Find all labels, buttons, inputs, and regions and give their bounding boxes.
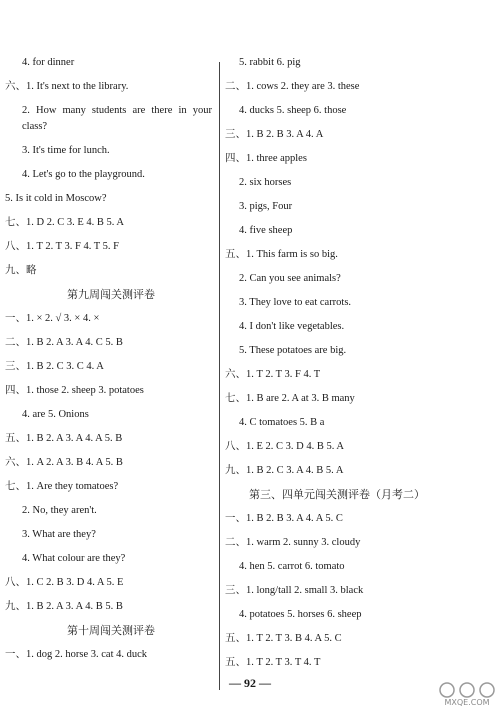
answer-line: 七、1. Are they tomatoes?: [5, 481, 119, 492]
answer-line: 四、1. those 2. sheep 3. potatoes: [5, 385, 144, 396]
column-divider: [219, 62, 220, 690]
answer-line: 六、1. A 2. A 3. B 4. A 5. B: [5, 457, 123, 468]
answer-line: 一、1. × 2. √ 3. × 4. ×: [5, 313, 100, 324]
answer-line: 3. pigs, Four: [239, 201, 293, 212]
answer-line: 2. How many students are there in your: [22, 105, 212, 116]
answer-line: 九、1. B 2. C 3. A 4. B 5. A: [225, 465, 344, 476]
answer-line: 4. C tomatoes 5. B a: [239, 417, 325, 428]
answer-line: 八、1. T 2. T 3. F 4. T 5. F: [5, 241, 119, 252]
answer-line: 五、1. T 2. T 3. T 4. T: [225, 657, 321, 668]
section-heading: 第九周闯关测评卷: [67, 288, 155, 301]
answer-line: 4. are 5. Onions: [22, 409, 89, 420]
answer-line: 三、1. B 2. C 3. C 4. A: [5, 361, 104, 372]
answer-line: 2. six horses: [239, 177, 292, 188]
answer-line: 五、1. T 2. T 3. B 4. A 5. C: [225, 633, 342, 644]
answer-line: 5. These potatoes are big.: [239, 345, 347, 356]
answer-line: 4. ducks 5. sheep 6. those: [239, 105, 347, 116]
page-number: — 92 —: [229, 676, 271, 690]
answer-line: 六、1. It's next to the library.: [5, 81, 129, 92]
section-heading: 第三、四单元闯关测评卷（月考二）: [249, 488, 425, 501]
answer-line: 九、1. B 2. A 3. A 4. B 5. B: [5, 601, 123, 612]
answer-line: 九、略: [5, 265, 37, 276]
answer-line: 4. hen 5. carrot 6. tomato: [239, 561, 345, 572]
answer-line: 4. What colour are they?: [22, 553, 126, 564]
answer-line: 一、1. dog 2. horse 3. cat 4. duck: [5, 649, 148, 660]
watermark-logo: [438, 682, 496, 712]
answer-line: 二、1. warm 2. sunny 3. cloudy: [225, 537, 361, 548]
answer-line: 二、1. B 2. A 3. A 4. C 5. B: [5, 337, 123, 348]
answer-line: class?: [22, 121, 48, 132]
answer-line: 4. for dinner: [22, 57, 75, 68]
watermark-icon: [438, 682, 496, 698]
answer-line: 四、1. three apples: [225, 153, 307, 164]
answer-line: 5. rabbit 6. pig: [239, 57, 301, 68]
answer-line: 六、1. T 2. T 3. F 4. T: [225, 369, 321, 380]
answer-line: 八、1. C 2. B 3. D 4. A 5. E: [5, 577, 124, 588]
answer-line: 3. What are they?: [22, 529, 96, 540]
answer-line: 3. They love to eat carrots.: [239, 297, 352, 308]
answer-line: 八、1. E 2. C 3. D 4. B 5. A: [225, 441, 345, 452]
answer-line: 三、1. long/tall 2. small 3. black: [225, 585, 364, 596]
answer-line: 七、1. D 2. C 3. E 4. B 5. A: [5, 217, 125, 228]
answer-line: 4. I don't like vegetables.: [239, 321, 345, 332]
answer-line: 五、1. This farm is so big.: [225, 249, 338, 260]
answer-line: 七、1. B are 2. A at 3. B many: [225, 393, 355, 404]
answer-line: 一、1. B 2. B 3. A 4. A 5. C: [225, 513, 343, 524]
answer-line: 4. five sheep: [239, 225, 293, 236]
answer-line: 三、1. B 2. B 3. A 4. A: [225, 129, 324, 140]
answer-line: 2. Can you see animals?: [239, 273, 341, 284]
answer-line: 4. potatoes 5. horses 6. sheep: [239, 609, 362, 620]
answer-line: 二、1. cows 2. they are 3. these: [225, 81, 360, 92]
answer-line: 3. It's time for lunch.: [22, 145, 110, 156]
answer-line: 4. Let's go to the playground.: [22, 169, 145, 180]
answer-line: 2. No, they aren't.: [22, 505, 97, 516]
answer-line: 5. Is it cold in Moscow?: [5, 193, 107, 204]
watermark-text: MXQE.COM: [444, 698, 490, 707]
answer-line: 五、1. B 2. A 3. A 4. A 5. B: [5, 433, 123, 444]
section-heading: 第十周闯关测评卷: [67, 624, 155, 637]
